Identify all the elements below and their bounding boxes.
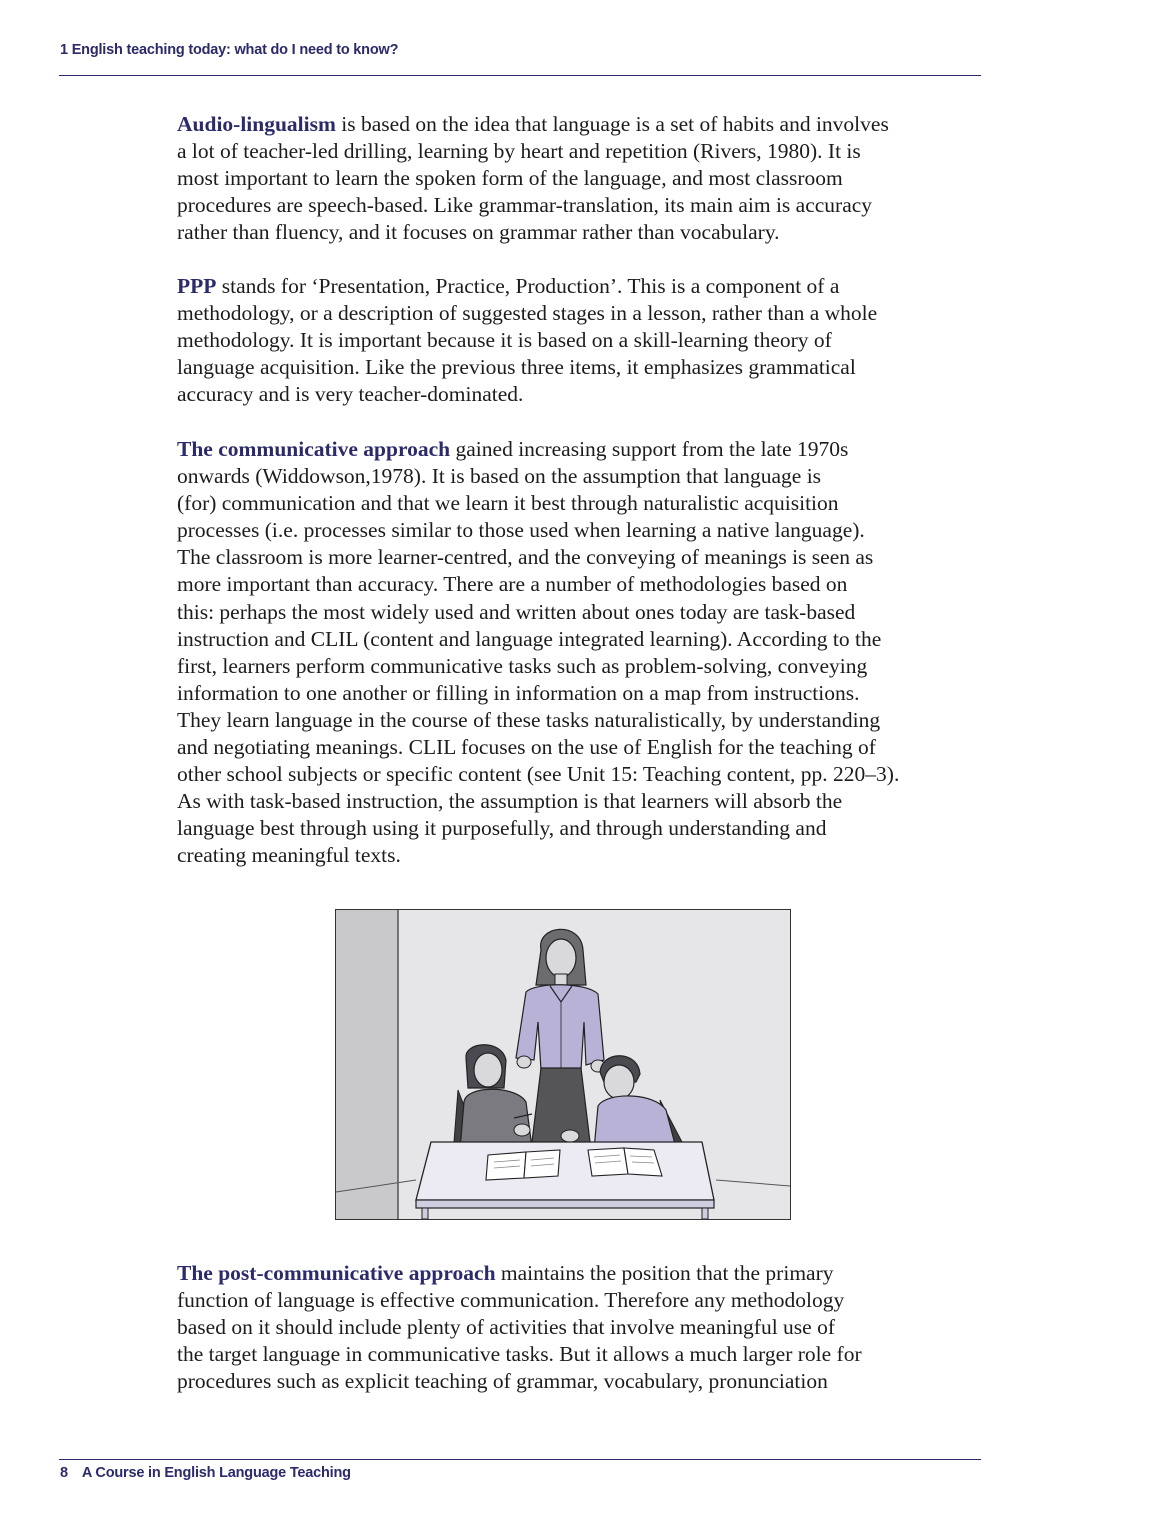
paragraph-line: processes (i.e. processes similar to those used when learning a native language). — [177, 518, 865, 543]
page-footer — [60, 1465, 351, 1481]
paragraph-audio-lingualism — [177, 111, 987, 246]
paragraph-line: The communicative approach gained increasing support from the late 1970s — [177, 437, 849, 461]
open-book-left — [486, 1150, 560, 1180]
paragraph-line: first, learners perform communicative tasks such as problem-solving, conveying — [177, 653, 868, 678]
paragraph-ppp — [177, 273, 987, 408]
paragraph-line: and negotiating meanings. CLIL focuses on the use of English for the teaching of — [177, 735, 876, 760]
paragraph-line: procedures such as explicit teaching of grammar, vocabulary, pronunciation — [177, 1369, 828, 1394]
paragraph-line: function of language is effective communication. Therefore any methodology — [177, 1288, 845, 1313]
open-book-right — [588, 1148, 662, 1176]
paragraph-line: accuracy and is very teacher-dominated. — [177, 382, 524, 407]
book-title: A Course in English Language Teaching — [81, 1465, 351, 1481]
paragraph-line: PPP stands for ‘Presentation, Practice, Production’. This is a component of a — [177, 274, 840, 298]
paragraph-line: more important than accuracy. There are a number of methodologies based on — [177, 572, 848, 597]
header-rule — [59, 75, 981, 76]
term-ppp: PPP — [177, 274, 217, 298]
paragraph-communicative-approach — [177, 436, 987, 870]
term-post-communicative-approach: The post-communicative approach — [177, 1261, 496, 1285]
paragraph-line: As with task-based instruction, the assumption is that learners will absorb the — [177, 789, 843, 814]
footer-rule — [59, 1459, 981, 1460]
paragraph-line: this: perhaps the most widely used and written about ones today are task-based — [177, 599, 856, 624]
paragraph-line: language acquisition. Like the previous three items, it emphasizes grammatical — [177, 355, 856, 380]
term-communicative-approach: The communicative approach — [177, 437, 451, 461]
paragraph-line: creating meaningful texts. — [177, 843, 401, 868]
page-number: 8 — [60, 1465, 68, 1481]
paragraph-line: language best through using it purposefully, and through understanding and — [177, 816, 827, 841]
classroom-illustration — [335, 909, 791, 1220]
paragraph-line: based on it should include plenty of activities that involve meaningful use of — [177, 1315, 835, 1340]
paragraph-line: They learn language in the course of these tasks naturalistically, by understanding — [177, 707, 881, 732]
term-audio-lingualism: Audio-lingualism — [177, 112, 336, 136]
desk — [416, 1142, 714, 1219]
paragraph-line: procedures are speech-based. Like grammar-translation, its main aim is accuracy — [177, 193, 873, 218]
paragraph-line: a lot of teacher-led drilling, learning by heart and repetition (Rivers, 1980). It is — [177, 139, 861, 164]
running-head: 1 English teaching today: what do I need to know? — [60, 42, 399, 58]
paragraph-post-communicative-approach — [177, 1260, 987, 1395]
paragraph-line: The classroom is more learner-centred, and the conveying of meanings is seen as — [177, 545, 874, 570]
paragraph-line: Audio-lingualism is based on the idea that language is a set of habits and involves — [177, 112, 889, 136]
paragraph-line: information to one another or filling in information on a map from instructions. — [177, 680, 860, 705]
paragraph-line: methodology. It is important because it is based on a skill-learning theory of — [177, 328, 832, 353]
paragraph-line: other school subjects or specific content (see Unit 15: Teaching content, pp. 220–3). — [177, 762, 900, 787]
paragraph-line: The post-communicative approach maintains the position that the primary — [177, 1261, 834, 1285]
paragraph-line: onwards (Widdowson,1978). It is based on the assumption that language is — [177, 464, 822, 489]
paragraph-line: most important to learn the spoken form of the language, and most classroom — [177, 166, 843, 191]
paragraph-line: instruction and CLIL (content and language integrated learning). According to the — [177, 626, 882, 651]
paragraph-line: (for) communication and that we learn it best through naturalistic acquisition — [177, 491, 839, 516]
paragraph-line: rather than fluency, and it focuses on grammar rather than vocabulary. — [177, 220, 780, 245]
paragraph-line: methodology, or a description of suggested stages in a lesson, rather than a whole — [177, 301, 878, 326]
paragraph-line: the target language in communicative tasks. But it allows a much larger role for — [177, 1342, 862, 1367]
